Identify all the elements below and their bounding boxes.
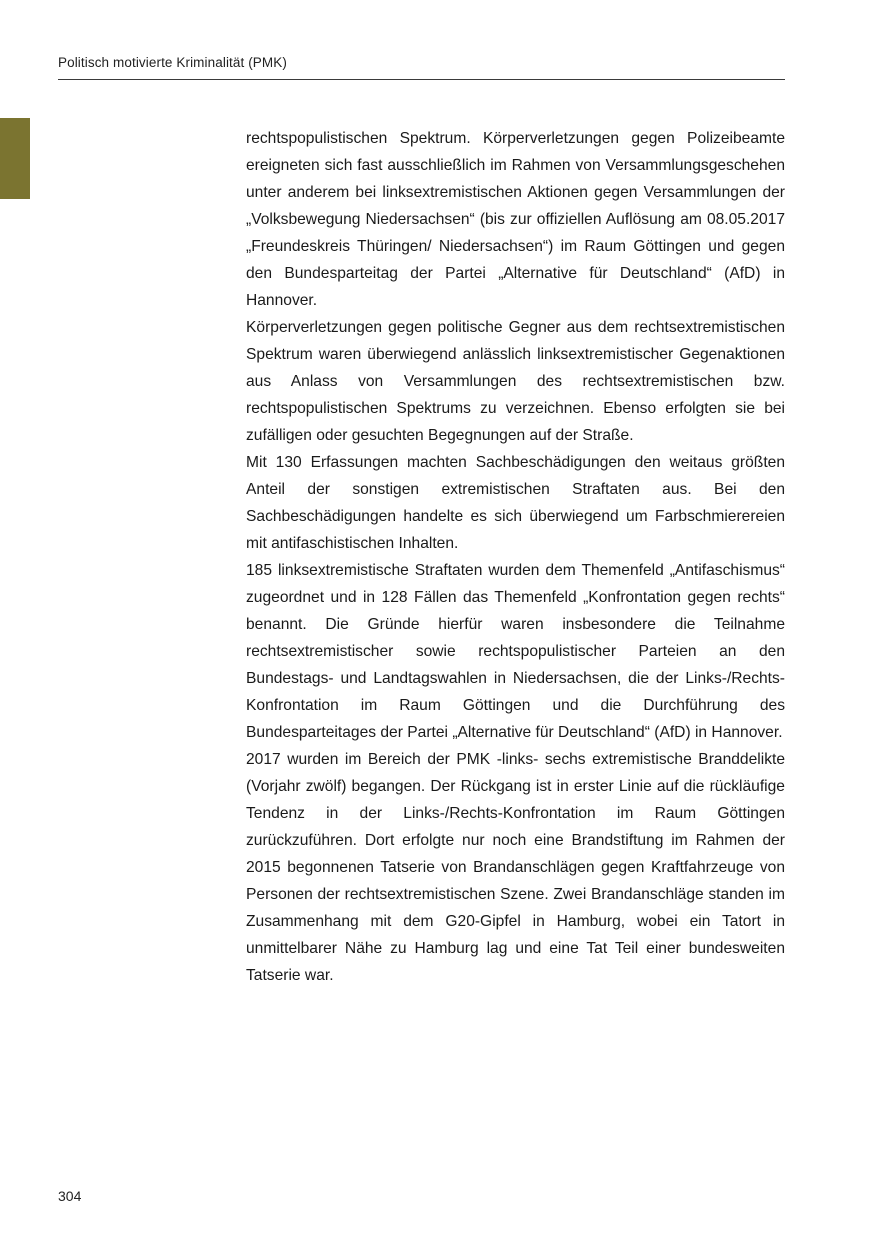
paragraph-1: rechtspopulistischen Spektrum. Körperverletzungen gegen Polizeibeamte ereigneten sich fast ausschließlich im Rahmen von Versammlungsgeschehen unter anderem bei linksextremistischen Aktionen gegen Versammlungen der „Volksbewegung Niedersachsen“ (bis zur offiziellen Auflösung am 08.05.2017 „Freundeskreis Thüringen/ Niedersachsen“) im Raum Göttingen und gegen den Bundesparteitag der Partei „Alternative für Deutschland“ (AfD) in Hannover.	[246, 130, 785, 309]
paragraph-2: Körperverletzungen gegen politische Gegner aus dem rechtsextremistischen Spektrum waren überwiegend anlässlich linksextremistischer Gegenaktionen aus Anlass von Versammlungen des rechtsextremistischen bzw. rechtspopulistischen Spektrums zu verzeichnen. Ebenso erfolgten sie bei zufälligen oder gesuchten Begegnungen auf der Straße.	[246, 319, 785, 444]
paragraph-4: 185 linksextremistische Straftaten wurden dem Themenfeld „Antifaschismus“ zugeordnet und in 128 Fällen das Themenfeld „Konfrontation gegen rechts“ benannt. Die Gründe hierfür waren insbesondere die Teilnahme rechtsextremistischer sowie rechtspopulistischer Parteien an den Bundestags- und Landtagswahlen in Niedersachsen, die der Links-/Rechts-Konfrontation im Raum Göttingen und die Durchführung des Bundesparteitages der Partei „Alternative für Deutschland“ (AfD) in Hannover.	[246, 562, 785, 741]
paragraph-3: Mit 130 Erfassungen machten Sachbeschädigungen den weitaus größten Anteil der sonstigen extremistischen Straftaten aus. Bei den Sachbeschädigungen handelte es sich überwiegend um Farbschmierereien mit antifaschistischen Inhalten.	[246, 454, 785, 552]
running-header: Politisch motivierte Kriminalität (PMK)	[58, 55, 287, 70]
header-rule	[58, 79, 785, 80]
body-text	[246, 125, 785, 989]
paragraph-5: 2017 wurden im Bereich der PMK -links- sechs extremistische Branddelikte (Vorjahr zwölf) begangen. Der Rückgang ist in erster Linie auf die rückläufige Tendenz in der Links-/Rechts-Konfrontation im Raum Göttingen zurückzuführen. Dort erfolgte nur noch eine Brandstiftung im Rahmen der 2015 begonnenen Tatserie von Brandanschlägen gegen Kraftfahrzeuge von Personen der rechtsextremistischen Szene. Zwei Brandanschläge standen im Zusammenhang mit dem G20-Gipfel in Hamburg, wobei ein Tatort in unmittelbarer Nähe zu Hamburg lag und eine Tat Teil einer bundesweiten Tatserie war.	[246, 751, 785, 984]
page-number: 304	[58, 1188, 82, 1204]
chapter-side-tab	[0, 118, 30, 199]
